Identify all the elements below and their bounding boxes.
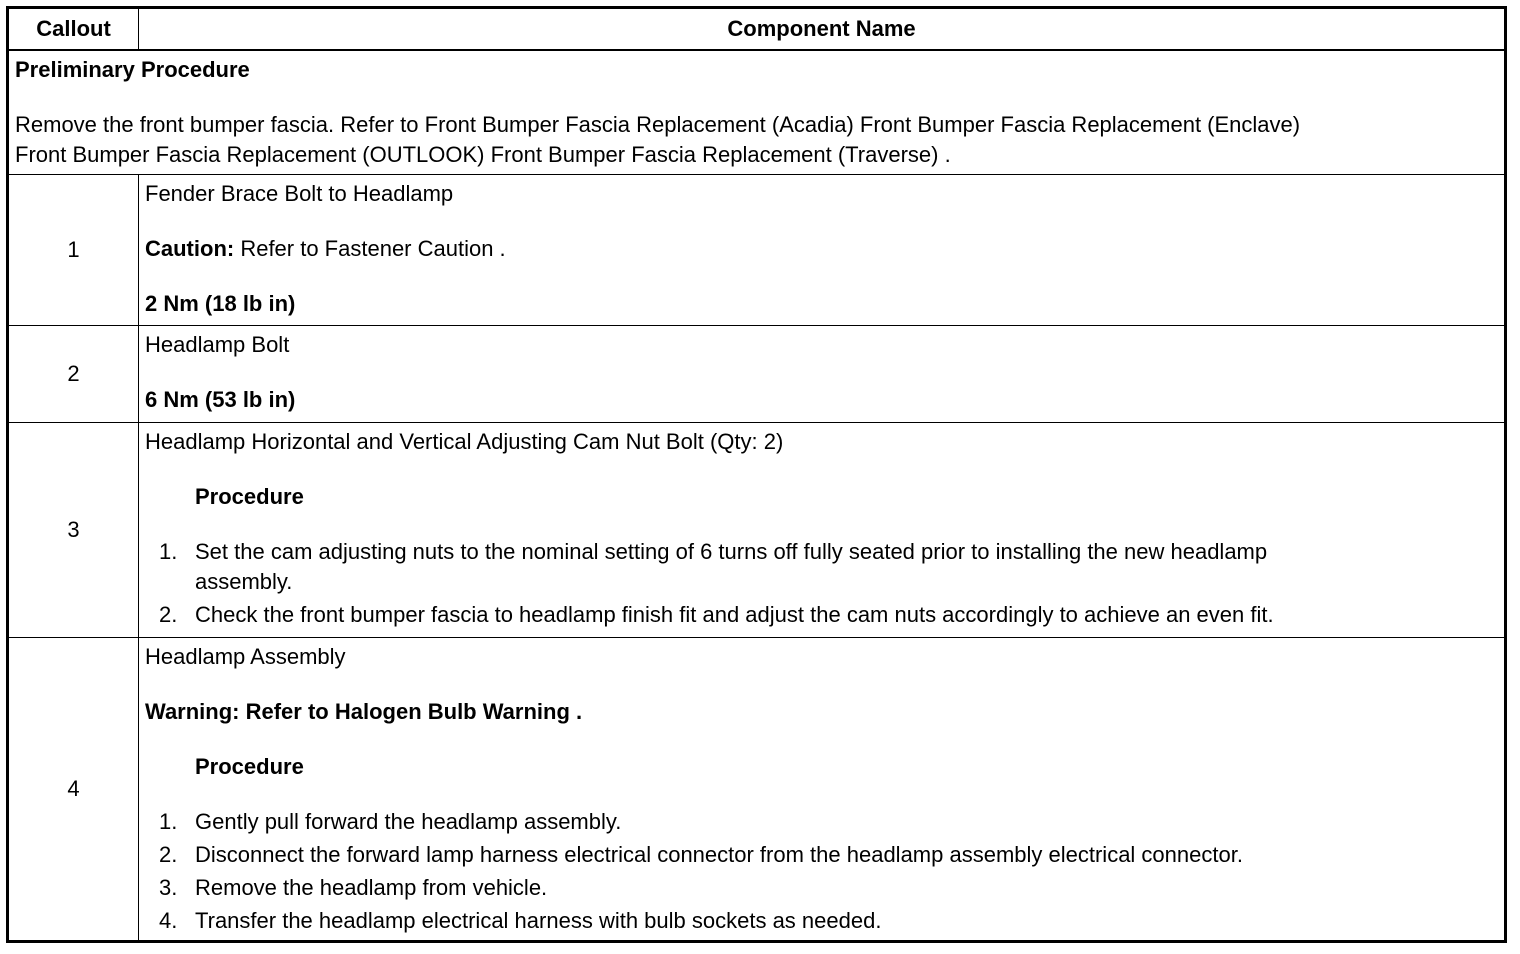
step-text: Transfer the headlamp electrical harness with bulb sockets as needed. bbox=[195, 908, 882, 933]
callout-number: 3 bbox=[8, 423, 139, 638]
procedure-step bbox=[145, 906, 1498, 936]
preliminary-text-line-2: Front Bumper Fascia Replacement (OUTLOOK) Front Bumper Fascia Replacement (Traverse) . bbox=[15, 142, 951, 167]
component-cell bbox=[139, 326, 1506, 423]
step-number: 2. bbox=[159, 602, 178, 627]
procedure-step bbox=[145, 840, 1498, 870]
step-text: Remove the headlamp from vehicle. bbox=[195, 875, 548, 900]
procedure-step bbox=[145, 537, 1498, 597]
procedure-step bbox=[145, 807, 1498, 837]
step-number: 4. bbox=[159, 908, 178, 933]
procedure-title: Procedure bbox=[195, 484, 304, 509]
header-callout: Callout bbox=[8, 8, 139, 51]
procedure-title: Procedure bbox=[195, 754, 304, 779]
procedure-steps bbox=[145, 807, 1498, 936]
callout-number: 4 bbox=[8, 638, 139, 942]
step-number: 2. bbox=[159, 842, 178, 867]
warning-note: Warning: Refer to Halogen Bulb Warning . bbox=[145, 699, 583, 724]
component-cell bbox=[139, 175, 1506, 326]
component-name: Headlamp Horizontal and Vertical Adjusting Cam Nut Bolt (Qty: 2) bbox=[145, 429, 784, 454]
caution-note bbox=[145, 234, 1498, 264]
header-row bbox=[8, 8, 1506, 51]
step-text: Disconnect the forward lamp harness electrical connector from the headlamp assembly electrical connector. bbox=[195, 842, 1243, 867]
table-row bbox=[8, 326, 1506, 423]
component-name: Headlamp Bolt bbox=[145, 332, 290, 357]
component-table bbox=[6, 6, 1507, 943]
step-text: Gently pull forward the headlamp assembly. bbox=[195, 809, 622, 834]
step-number: 3. bbox=[159, 875, 178, 900]
preliminary-cell bbox=[8, 50, 1506, 175]
procedure-steps bbox=[145, 537, 1498, 630]
preliminary-row bbox=[8, 50, 1506, 175]
step-number: 1. bbox=[159, 809, 178, 834]
table-row bbox=[8, 175, 1506, 326]
component-name: Fender Brace Bolt to Headlamp bbox=[145, 181, 454, 206]
step-text-continued: assembly. bbox=[195, 569, 293, 594]
callout-number: 2 bbox=[8, 326, 139, 423]
preliminary-title: Preliminary Procedure bbox=[15, 57, 250, 82]
torque-spec: 6 Nm (53 lb in) bbox=[145, 387, 296, 412]
procedure-step bbox=[145, 600, 1498, 630]
step-text: Set the cam adjusting nuts to the nominal setting of 6 turns off fully seated prior to installing the new headlamp bbox=[195, 539, 1268, 564]
torque-spec: 2 Nm (18 lb in) bbox=[145, 291, 296, 316]
table-row bbox=[8, 423, 1506, 638]
step-text: Check the front bumper fascia to headlamp finish fit and adjust the cam nuts accordingly to achieve an even fit. bbox=[195, 602, 1274, 627]
caution-label: Caution: bbox=[145, 236, 235, 261]
component-cell bbox=[139, 638, 1506, 942]
caution-text: Refer to Fastener Caution . bbox=[234, 236, 506, 261]
step-number: 1. bbox=[159, 539, 178, 564]
preliminary-text-line-1: Remove the front bumper fascia. Refer to Front Bumper Fascia Replacement (Acadia) Front Bumper Fascia Replacement (Enclave) bbox=[15, 112, 1301, 137]
procedure-step bbox=[145, 873, 1498, 903]
component-cell bbox=[139, 423, 1506, 638]
table-row bbox=[8, 638, 1506, 942]
component-name: Headlamp Assembly bbox=[145, 644, 346, 669]
header-component-name: Component Name bbox=[139, 8, 1506, 51]
callout-number: 1 bbox=[8, 175, 139, 326]
